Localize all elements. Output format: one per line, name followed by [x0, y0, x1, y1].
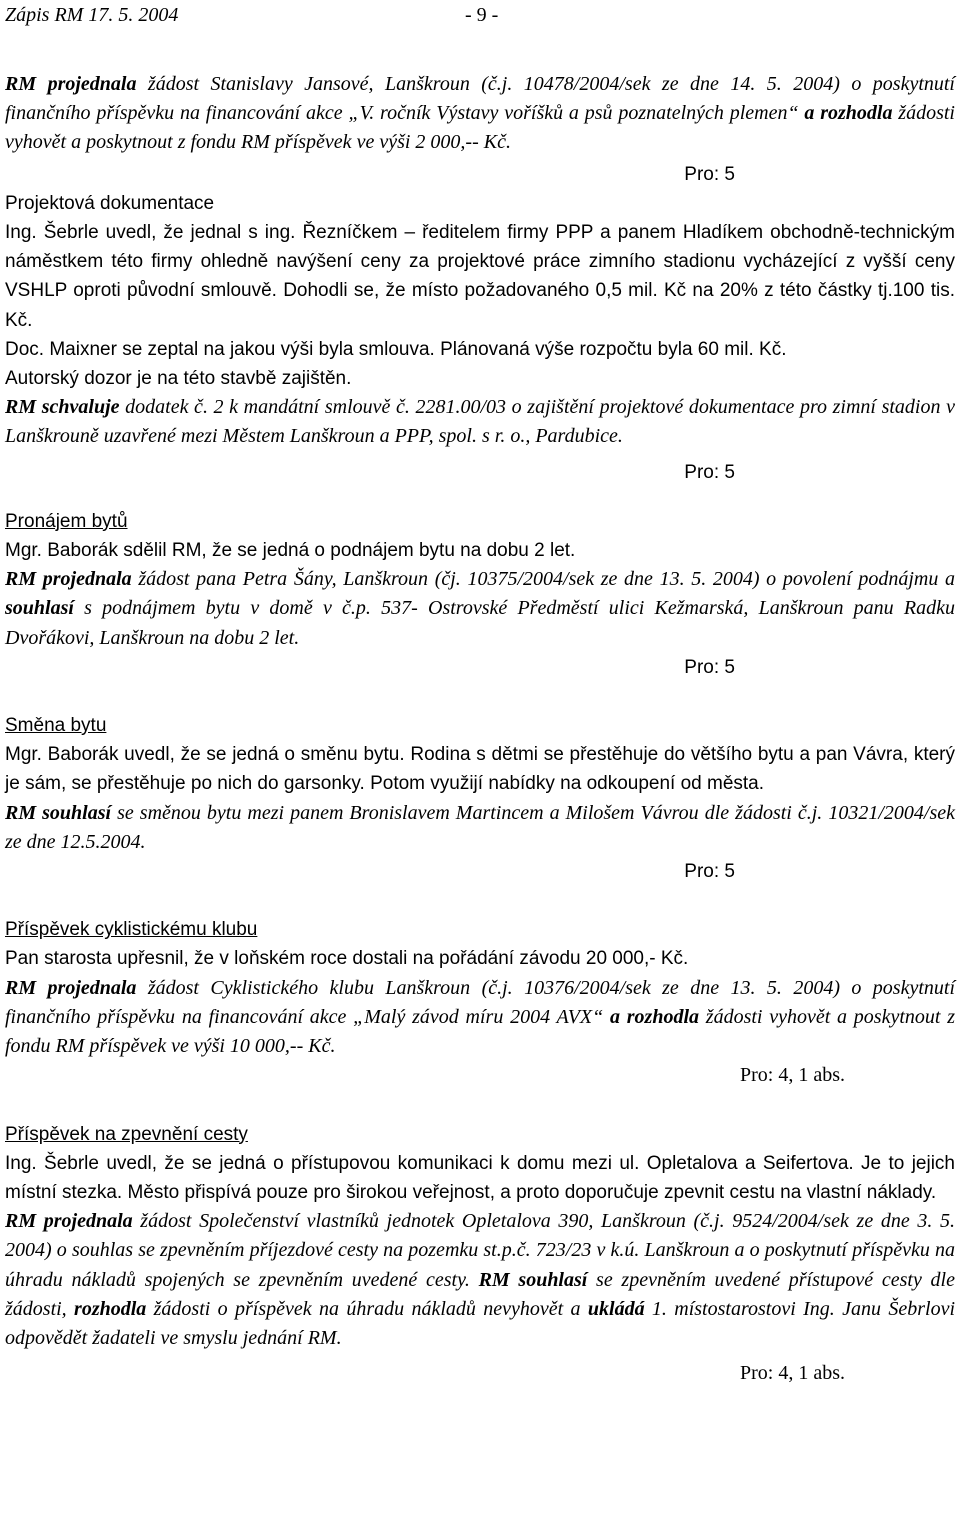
bold-phrase: rozhodla [74, 1297, 147, 1320]
bold-phrase: RM schvaluje [5, 396, 120, 419]
paragraph: Mgr. Baborák uvedl, že se jedná o směnu bytu. Rodina s dětmi se přestěhuje do většího bytu a pan Vávra, který je sám, se přestěhuje po nich do garsonky. Potom využijí nabídky na odkoupení od města. [5, 744, 955, 795]
text-run: se směnou bytu mezi panem Bronislavem Martincem a Milošem Vávrou dle žádosti č.j. 10321/2004/sek ze dne 12.5.2004. [5, 801, 955, 853]
text-run: žádost Stanislavy Jansové, Lanškroun (č.j. 10478/2004/sek ze dne 14. 5. 2004) o poskytnutí finančního příspěvku na financování akce „V. ročník Výstavy voříšků a psů poznatelných plemen“ [5, 73, 955, 125]
header-title: Zápis RM 17. 5. 2004 [5, 4, 179, 26]
bold-phrase: RM souhlasí [5, 801, 112, 824]
heading-pronajem: Pronájem bytů [5, 510, 128, 532]
vote-smena: Pro: 5 [684, 861, 735, 883]
vote-cesta: Pro: 4, 1 abs. [740, 1362, 845, 1385]
resolution-pronajem [5, 565, 955, 653]
paragraph: Ing. Šebrle uvedl, že se jedná o přístupovou komunikaci k domu mezi ul. Opletalova a Seifertova. Je to jejich místní stezka. Město přispívá pouze pro širokou veřejnost, a proto doporučuje zpevnit cestu na vlastní náklady. [5, 1152, 955, 1203]
page-header [5, 0, 955, 36]
resolution-projektova [5, 393, 955, 451]
resolution-cyklo [5, 974, 955, 1062]
bold-phrase: souhlasí [5, 597, 74, 620]
text-run: žádosti o příspěvek na úhradu nákladů nevyhovět a [146, 1297, 588, 1320]
vote-projektova: Pro: 5 [684, 461, 735, 483]
paragraph: Autorský dozor je na této stavbě zajištěn. [5, 368, 352, 390]
bold-phrase: RM projednala [5, 976, 137, 999]
text-run: 1. místostarostovi Ing. Janu Šebrlovi odpovědět žadateli ve smyslu jednání RM. [5, 1297, 955, 1349]
heading-cesta: Příspěvek na zpevnění cesty [5, 1123, 248, 1145]
bold-phrase: a rozhodla [804, 102, 893, 125]
text-run: dodatek č. 2 k mandátní smlouvě č. 2281.00/03 o zajištění projektové dokumentace pro zimní stadion v Lanškrouně uzavřené mezi Městem Lanškroun a PPP, spol. s r. o., Pardubice. [5, 396, 955, 448]
section-vystava [5, 70, 955, 158]
text-run: s podnájmem bytu v domě v č.p. 537- Ostrovské Předměstí ulici Kežmarská, Lanškroun panu Radku Dvořákovi, Lanškroun na dobu 2 let. [5, 597, 955, 649]
page-number: - 9 - [465, 4, 499, 26]
resolution-vystava [5, 70, 955, 158]
text-run: se zpevněním uvedené přístupové cesty dle žádosti, [5, 1268, 955, 1320]
section-projektova [5, 189, 955, 393]
bold-phrase: RM projednala [5, 73, 137, 95]
resolution-smena [5, 799, 955, 857]
bold-phrase: RM projednala [5, 1210, 133, 1233]
resolution-cesta [5, 1207, 955, 1353]
document-page [5, 0, 955, 1388]
text-run: žádost pana Petra Šány, Lanškroun (čj. 10375/2004/sek ze dne 13. 5. 2004) o povolení podnájmu a [131, 568, 955, 591]
vote-vystava: Pro: 5 [684, 163, 735, 185]
text-run: žádosti vyhovět a poskytnout z fondu RM příspěvek ve výši 2 000,-- Kč. [5, 102, 955, 154]
paragraph: Doc. Maixner se zeptal na jakou výši byla smlouva. Plánovaná výše rozpočtu byla 60 mil. Kč. [5, 338, 787, 360]
heading-cyklo: Příspěvek cyklistickému klubu [5, 919, 258, 941]
heading-smena: Směna bytu [5, 715, 107, 737]
paragraph: Mgr. Baborák sdělil RM, že se jedná o podnájem bytu na dobu 2 let. [5, 540, 576, 562]
text-run: žádosti vyhovět a poskytnout z fondu RM příspěvek ve výši 10 000,-- Kč. [5, 1005, 955, 1058]
paragraph: Pan starosta upřesnil, že v loňském roce dostali na pořádání závodu 20 000,- Kč. [5, 948, 689, 970]
text-run: žádost Společenství vlastníků jednotek Opletalova 390, Lanškroun (č.j. 9524/2004/sek ze dne 3. 5. 2004) o souhlas se zpevněním příjezdové cesty na pozemku st.p.č. 723/23 v k.ú. Lanškroun a o poskytnutí příspěvku na úhradu nákladů spojených se zpevněním uvedené cesty. [5, 1210, 955, 1291]
bold-phrase: RM souhlasí [478, 1268, 588, 1291]
vote-pronajem: Pro: 5 [684, 656, 735, 678]
vote-cyklo: Pro: 4, 1 abs. [740, 1064, 845, 1087]
paragraph: Ing. Šebrle uvedl, že jednal s ing. Řezníčkem – ředitelem firmy PPP a panem Hladíkem obchodně-technickým náměstkem této firmy ohledně navýšení ceny za projektové práce zimního stadionu vycházející z vyšší ceny VSHLP oproti původní smlouvě. Dohodli se, že místo požadovaného 0,5 mil. Kč na 20% z této částky tj.100 tis. Kč. [5, 222, 955, 331]
text-run: žádost Cyklistického klubu Lanškroun (č.j. 10376/2004/sek ze dne 13. 5. 2004) o poskytnutí finančního příspěvku na financování akce „Malý závod míru 2004 AVX“ [5, 976, 955, 1028]
bold-phrase: ukládá [587, 1297, 645, 1320]
bold-phrase: RM projednala [5, 568, 132, 591]
bold-phrase: a rozhodla [610, 1005, 700, 1028]
heading-projektova: Projektová dokumentace [5, 192, 215, 214]
